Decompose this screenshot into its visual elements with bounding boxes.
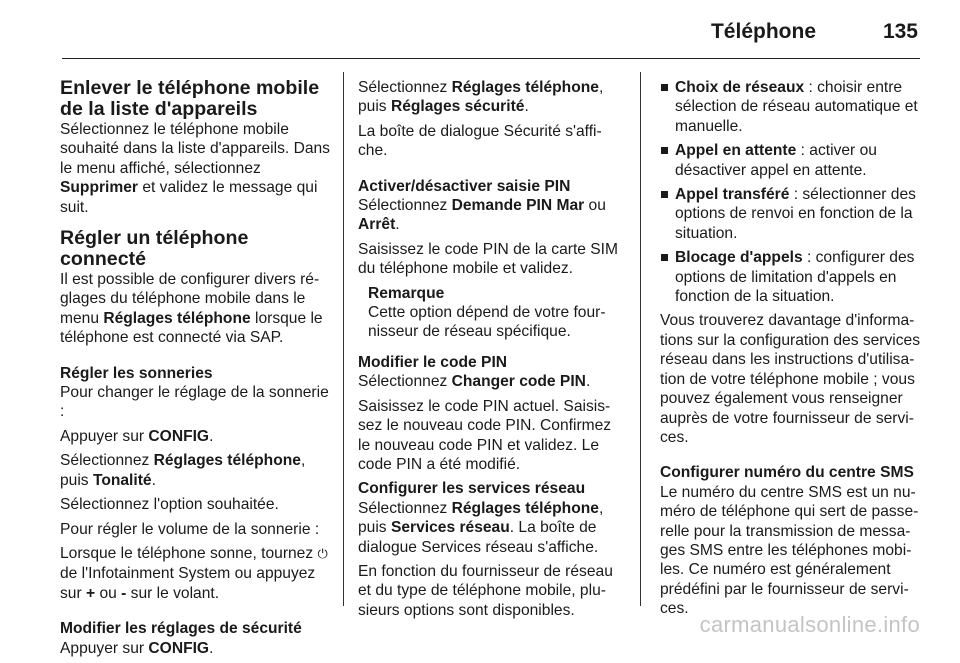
bullet-square-icon [661,254,668,261]
paragraph-volume: Pour régler le volume de la sonnerie : [60,520,320,538]
paragraph-connected-phone: Il est possible de configurer divers réglages du téléphone mobile dans le menu Réglages téléphone lorsque le téléphone est connecté via SAP. [60,271,323,347]
paragraph-remove-phone: Sélectionnez le téléphone mobile souhaité dans la liste d'appareils. Dans le menu affiché, sélectionnez Supprimer et validez le message qui suit. [60,121,330,216]
heading-ringtones: Régler les sonneries [60,364,213,382]
page-number: 135 [882,20,918,43]
note-box [368,284,624,342]
page-header [62,0,920,59]
paragraph-pin-select: Sélectionnez Demande PIN Mar ou Arrêt. [358,197,606,234]
column-divider-1 [343,72,344,606]
column-3 [660,78,924,624]
column-1 [60,78,332,663]
paragraph-turn-knob: Lorsque le téléphone sonne, tournez ⏻ de l'Infotainment System ou appuyez sur + ou - sur le volant. [60,544,328,602]
paragraph-more-info: Vous trouverez davantage d'informations sur la configuration des services réseau dans les instructions d'utilisation de votre téléphone mobile ; vous pouvez également vous renseigner auprès de votre fournisseur de services. [660,312,921,446]
power-knob-icon: ⏻ [317,546,328,562]
heading-remove-phone: Enlever le téléphone mobile de la liste d'appareils [60,77,320,120]
bullet-square-icon [661,147,668,154]
heading-security-settings: Modifier les réglages de sécurité [60,620,302,638]
heading-sms-center: Configurer numéro du centre SMS [660,464,914,482]
paragraph-select-security: Sélectionnez Réglages téléphone, puis Réglages sécurité. [358,79,604,116]
bullet-square-icon [661,84,668,91]
list-item: Appel transféré : sélectionner des options de renvoi en fonction de la situation. [660,185,924,243]
heading-connected-phone: Régler un téléphone connecté [60,227,249,271]
paragraph-select-tone: Sélectionnez Réglages téléphone, puis Tonalité. [60,452,306,489]
paragraph-ringtones: Pour changer le réglage de la sonnerie : [60,384,329,421]
paragraph-options-available: En fonction du fournisseur de réseau et du type de téléphone mobile, plusieurs options sont disponibles. [358,562,613,619]
paragraph-current-pin: Saisissez le code PIN actuel. Saisissez le nouveau code PIN. Confirmez le nouveau code PIN et validez. Le code PIN a été modifié. [358,397,612,473]
paragraph-security-config: Appuyer sur CONFIG. [60,639,214,657]
note-title: Remarque [368,284,445,302]
network-options-list [660,78,924,306]
list-item: Blocage d'appels : configurer des options de limitation d'appels en fonction de la situation. [660,248,924,306]
bullet-square-icon [661,191,668,198]
heading-pin-entry: Activer/désactiver saisie PIN [358,177,571,195]
heading-change-pin: Modifier le code PIN [358,353,508,371]
paragraph-sms-center: Le numéro du centre SMS est un numéro de téléphone qui sert de passerelle pour la transmission de messages SMS entre les téléphones mobiles. Ce numéro est généralement prédéfini par le fournisseur de services. [660,483,919,618]
paragraph-select-option: Sélectionnez l'option souhaitée. [60,496,279,514]
paragraph-press-config: Appuyer sur CONFIG. [60,427,214,445]
list-item: Choix de réseaux : choisir entre sélection de réseau automatique et manuelle. [660,78,924,136]
paragraph-pin-enter: Saisissez le code PIN de la carte SIM du téléphone mobile et validez. [358,240,619,278]
list-item: Appel en attente : activer ou désactiver appel en attente. [660,141,924,180]
paragraph-security-dialog: La boîte de dialogue Sécurité s'affiche. [358,122,602,160]
watermark: carmanualsonline.info [699,612,920,637]
paragraph-change-pin: Sélectionnez Changer code PIN. [358,373,591,391]
heading-network-services: Configurer les services réseau [358,480,586,498]
section-title: Téléphone [710,20,816,43]
column-2 [358,78,624,625]
paragraph-network-services: Sélectionnez Réglages téléphone, puis Services réseau. La boîte de dialogue Services réseau s'affiche. [358,499,604,556]
note-text: Cette option dépend de votre fournisseur de réseau spécifique. [368,304,606,341]
column-divider-2 [640,72,641,606]
